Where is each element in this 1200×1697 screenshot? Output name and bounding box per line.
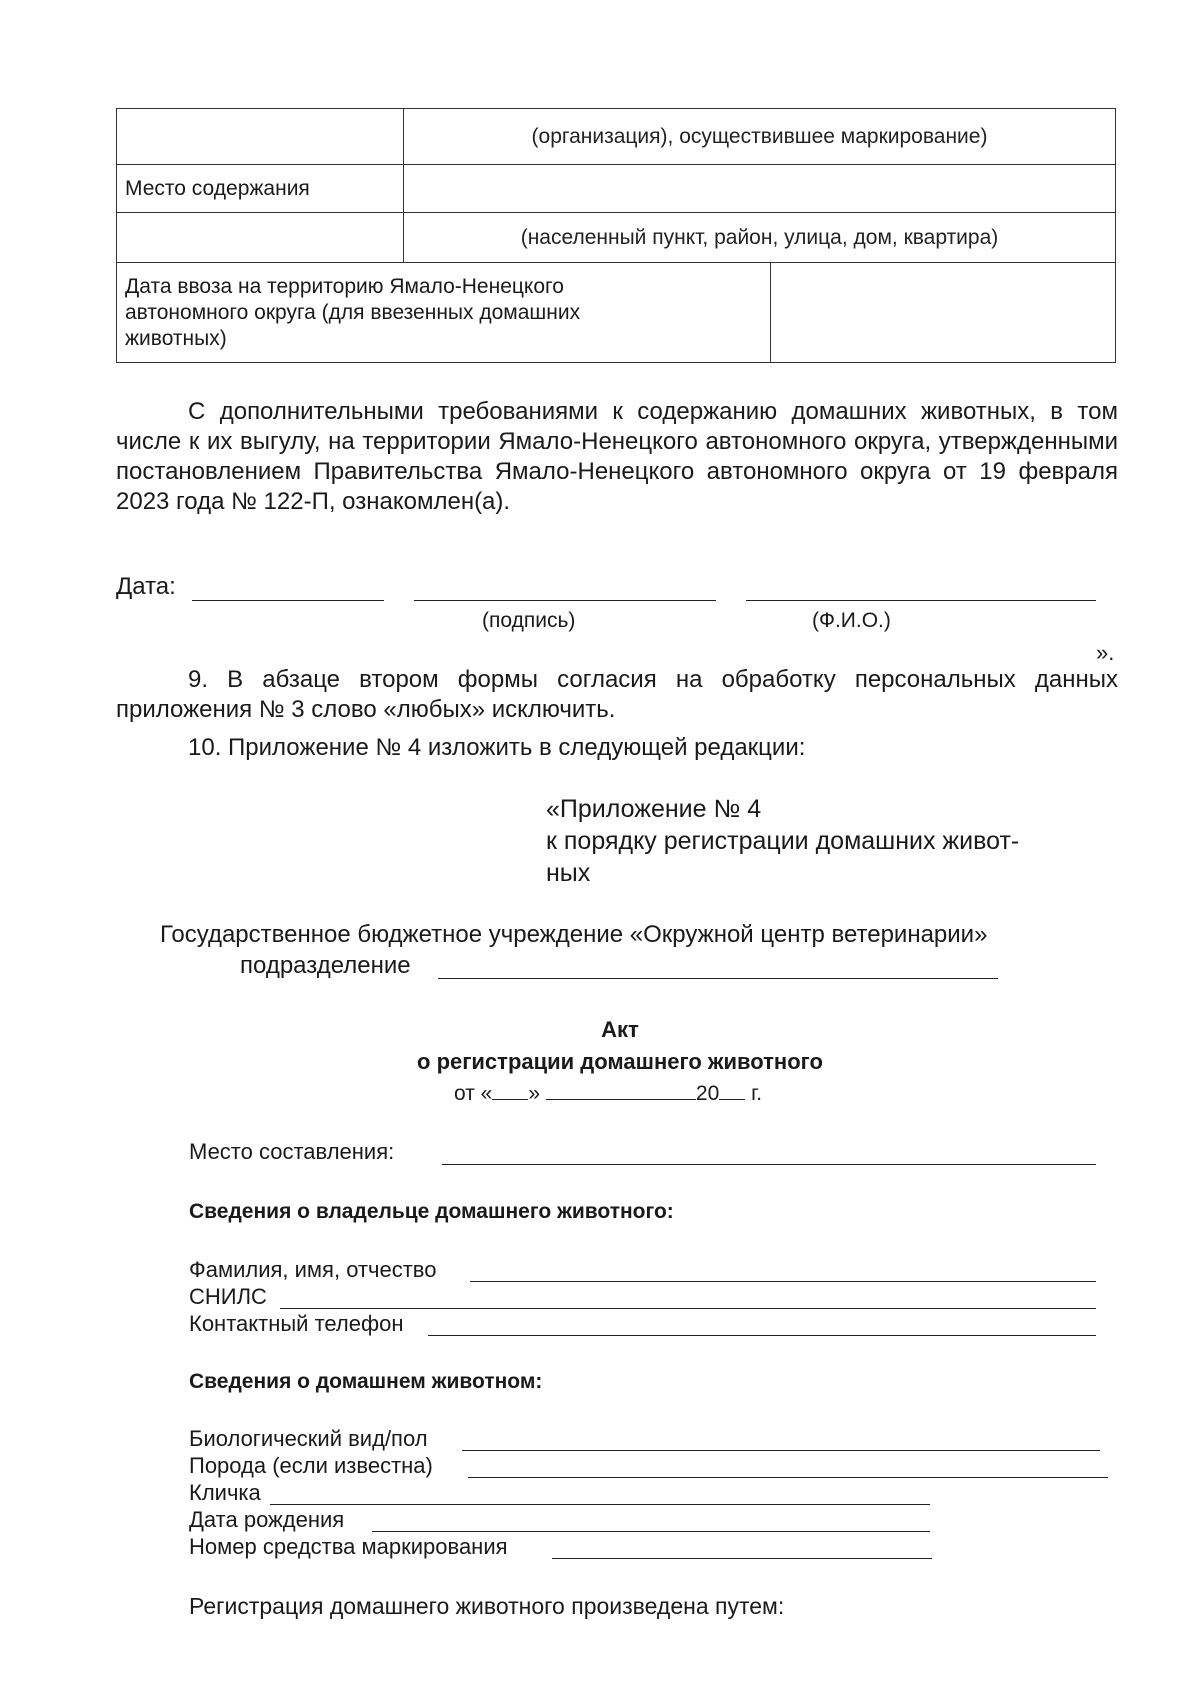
fio-caption: (Ф.И.О.) (812, 609, 891, 632)
signature-caption: (подпись) (482, 609, 576, 632)
animal-marking-line (552, 1558, 932, 1559)
animal-species-label: Биологический вид/пол (189, 1426, 428, 1451)
act-date-suffix: г. (751, 1082, 763, 1105)
animal-breed-label: Порода (если известна) (189, 1453, 433, 1478)
animal-breed-line (468, 1477, 1108, 1478)
import-date-label: Дата ввоза на территорию Ямало-Ненецкого автономного округа (для ввезенных домашних животных) (117, 263, 771, 363)
act-date (454, 1081, 762, 1107)
appendix-line-2: к порядку регистрации домашних живот- (546, 827, 1020, 855)
animal-heading: Сведения о домашнем животном: (189, 1370, 543, 1393)
owner-snils-label: СНИЛС (189, 1284, 267, 1309)
animal-marking-label: Номер средства маркирования (189, 1534, 508, 1559)
act-date-year: 20 (695, 1082, 720, 1105)
table-cell-empty (117, 109, 404, 165)
act-title: Акт (601, 1017, 639, 1042)
act-subtitle: о регистрации домашнего животного (417, 1049, 823, 1074)
date-label: Дата: (116, 573, 176, 600)
place-label: Место составления: (189, 1139, 395, 1164)
owner-snils-line (280, 1308, 1096, 1309)
animal-species-line (462, 1450, 1100, 1451)
animal-birth-label: Дата рождения (189, 1507, 345, 1532)
animal-name-label: Кличка (189, 1480, 261, 1505)
place-line (442, 1164, 1096, 1165)
item-9-paragraph: 9. В абзаце втором формы согласия на обработку персональных данных приложения № 3 слово «любых» исключить. (116, 666, 1118, 723)
owner-fio-label: Фамилия, имя, отчество (189, 1257, 437, 1282)
subdivision-line (438, 978, 998, 979)
appendix-line-3: ных (546, 859, 591, 887)
owner-heading: Сведения о владельце домашнего животного: (189, 1200, 674, 1223)
organization-caption: (организация), осуществившее маркирование) (404, 109, 1116, 165)
requirements-paragraph: С дополнительными требованиями к содержанию домашних животных, в том числе к их выгулу, на территории Ямало-Ненецкого автономного округа, утвержденными постановлением Правительства Ямало-Ненецкого автономного округа от 19 февраля 2023 года № 122-П, ознакомлен(а). (116, 398, 1118, 515)
act-date-prefix: от « (454, 1082, 493, 1105)
date-line (192, 600, 384, 601)
fio-line (746, 600, 1096, 601)
animal-name-line (270, 1504, 930, 1505)
animal-birth-line (372, 1531, 930, 1532)
item-10-paragraph: 10. Приложение № 4 изложить в следующей редакции: (188, 734, 806, 761)
signature-line (414, 600, 716, 601)
closing-quote: ». (1096, 640, 1115, 665)
place-of-keeping-label: Место содержания (117, 165, 404, 213)
owner-phone-label: Контактный телефон (189, 1311, 404, 1336)
subdivision-label: подразделение (240, 952, 411, 979)
import-date-value (771, 263, 1116, 363)
address-caption: (населенный пункт, район, улица, дом, квартира) (404, 213, 1116, 263)
institution-name: Государственное бюджетное учреждение «Окружной центр ветеринарии» (160, 921, 988, 948)
act-date-mid: » (528, 1082, 541, 1105)
appendix-line-1: «Приложение № 4 (546, 795, 762, 823)
owner-phone-line (428, 1335, 1096, 1336)
registration-table (116, 108, 1116, 363)
owner-fio-line (470, 1281, 1096, 1282)
place-of-keeping-value (404, 165, 1116, 213)
registration-method-text: Регистрация домашнего животного произведена путем: (189, 1593, 785, 1619)
table-cell-empty (117, 213, 404, 263)
